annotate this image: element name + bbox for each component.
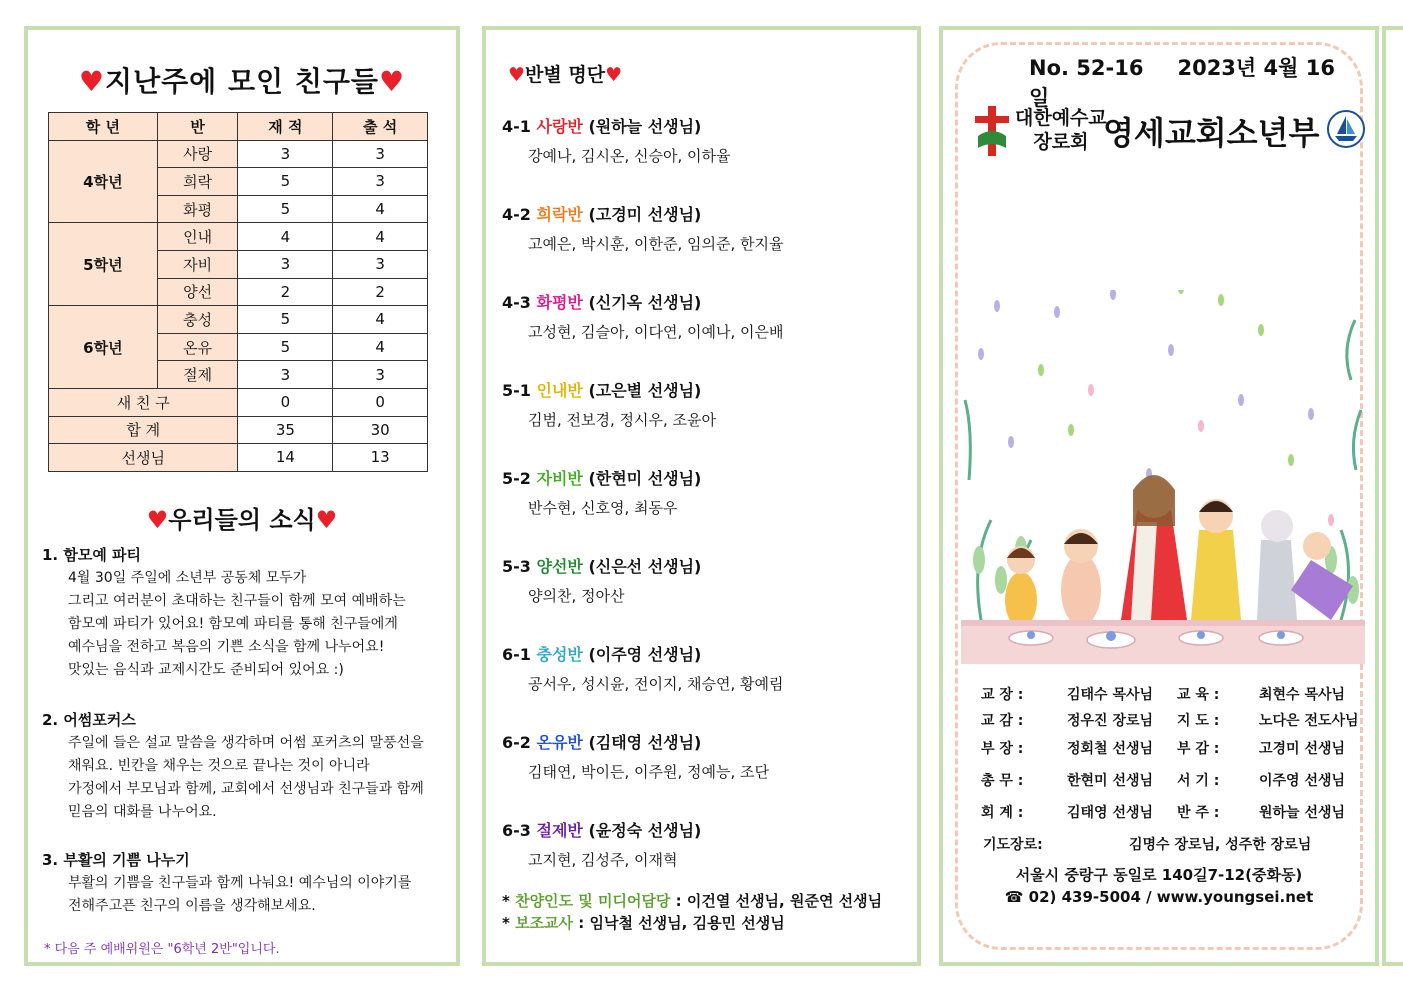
- cover-panel: [939, 26, 1379, 966]
- heart-icon: ♥: [378, 65, 406, 98]
- attended-cell: 13: [333, 444, 428, 472]
- staff-role: 지 도 :: [1177, 713, 1220, 729]
- staff-note: * 찬양인도 및 미디어담당 : 이건열 선생님, 원준연 선생님: [502, 892, 883, 910]
- staff-name: 원하늘 선생님: [1259, 805, 1346, 821]
- staff-name: 한현미 선생님: [1067, 773, 1154, 789]
- class-cell: 온유: [157, 333, 238, 361]
- table-header-row: [49, 113, 428, 141]
- class-entry: [502, 818, 701, 870]
- enrolled-cell: 5: [238, 195, 333, 223]
- enrolled-cell: 4: [238, 223, 333, 251]
- class-number: 5-1: [502, 381, 531, 400]
- staff-role: 서 기 :: [1177, 773, 1220, 789]
- total-label: 새 친 구: [49, 388, 238, 416]
- roster-title: ♥반별 명단♥: [508, 64, 623, 86]
- heart-icon: ♥: [315, 506, 338, 534]
- class-teacher: (고경미 선생님): [588, 205, 702, 224]
- news-line: 채워요. 빈칸을 채우는 것으로 끝나는 것이 아니라: [68, 758, 370, 774]
- news-line: 예수님을 전하고 복음의 기쁜 소식을 함께 나누어요!: [68, 639, 385, 655]
- class-name: 화평반: [536, 293, 583, 312]
- staff-role: 교 장 :: [981, 687, 1024, 703]
- class-roster-panel: [482, 26, 921, 966]
- class-entry: [502, 554, 701, 606]
- next-panel-edge: [1382, 26, 1403, 966]
- class-members: 양의찬, 정아산: [528, 587, 625, 605]
- attended-cell: 4: [333, 333, 428, 361]
- staff-name: 이주영 선생님: [1259, 773, 1346, 789]
- class-members: 김태연, 박이든, 이주원, 정예능, 조단: [528, 763, 770, 781]
- enrolled-cell: 5: [238, 333, 333, 361]
- news-line: 주일에 들은 설교 말씀을 생각하며 어썸 포커츠의 말풍선을: [68, 735, 424, 751]
- staff-role: 반 주 :: [1177, 805, 1220, 821]
- news-item: [42, 544, 442, 682]
- grade-cell: 5학년: [49, 223, 158, 306]
- staff-note: * 보조교사 : 임낙철 선생님, 김용민 선생님: [502, 914, 785, 932]
- column-header: 출 석: [333, 113, 428, 141]
- class-teacher: (김태영 선생님): [588, 733, 702, 752]
- class-entry: [502, 202, 784, 254]
- staff-role: 교 감 :: [981, 713, 1024, 729]
- class-cell: 사랑: [157, 140, 238, 168]
- grade-cell: 6학년: [49, 306, 158, 389]
- class-heading: [502, 730, 769, 753]
- staff-name: 최현수 목사님: [1259, 687, 1346, 703]
- note-text: : 이건열 선생님, 원준연 선생님: [670, 892, 883, 910]
- staff-row: [981, 802, 1361, 824]
- staff-role: 부 장 :: [981, 741, 1024, 757]
- attendance-title: ♥지난주에 모인 친구들♥: [78, 65, 406, 98]
- column-header: 학 년: [49, 113, 158, 141]
- class-members: 공서우, 성시윤, 전이지, 채승연, 황예림: [528, 675, 784, 693]
- attended-cell: 4: [333, 223, 428, 251]
- table-row: [49, 306, 428, 334]
- class-name: 온유반: [536, 733, 583, 752]
- prayer-elders: 기도장로: 김명수 장로님, 성주한 장로님: [983, 837, 1312, 853]
- class-heading: [502, 114, 731, 137]
- column-header: 재 적: [238, 113, 333, 141]
- news-item: [42, 709, 442, 824]
- class-heading: [502, 378, 716, 401]
- class-members: 김범, 전보경, 정시우, 조윤아: [528, 411, 716, 429]
- staff-name: 고경미 선생님: [1259, 741, 1346, 757]
- issue-date: 2023년 4월 16일: [1029, 56, 1335, 110]
- attendance-panel: [24, 26, 460, 966]
- total-label: 합 계: [49, 416, 238, 444]
- class-name: 희락반: [536, 205, 583, 224]
- class-members: 강예나, 김시온, 신승아, 이하율: [528, 147, 731, 165]
- class-number: 4-3: [502, 293, 531, 312]
- ship-logo-icon: [1327, 110, 1365, 148]
- total-row: [49, 416, 428, 444]
- news-line: 믿음의 대화를 나누어요.: [68, 804, 217, 820]
- news-line: 맛있는 음식과 교제시간도 준비되어 있어요 :): [68, 662, 344, 678]
- note-text: : 임낙철 선생님, 김용민 선생님: [573, 914, 785, 932]
- attended-cell: 3: [333, 250, 428, 278]
- class-members: 고지현, 김성주, 이재혁: [528, 851, 678, 869]
- class-cell: 인내: [157, 223, 238, 251]
- attended-cell: 30: [333, 416, 428, 444]
- attended-cell: 2: [333, 278, 428, 306]
- staff-row: [981, 684, 1361, 706]
- staff-name: 정우진 장로님: [1067, 713, 1154, 729]
- staff-name: 정회철 선생님: [1067, 741, 1154, 757]
- total-row: [49, 388, 428, 416]
- staff-name: 노다은 전도사님: [1259, 713, 1359, 729]
- attended-cell: 4: [333, 195, 428, 223]
- church-name: 영세교회소년부: [1103, 114, 1320, 152]
- class-cell: 희락: [157, 168, 238, 196]
- class-heading: [502, 642, 784, 665]
- news-title: ♥우리들의 소식♥: [146, 506, 338, 534]
- class-name: 충성반: [536, 645, 583, 664]
- news-heading: 2. 어썸포커스: [42, 711, 136, 729]
- column-header: 반: [157, 113, 238, 141]
- next-week-note: * 다음 주 예배위원은 "6학년 2반"입니다.: [44, 942, 280, 957]
- class-heading: [502, 202, 784, 225]
- table-row: [49, 140, 428, 168]
- class-number: 4-1: [502, 117, 531, 136]
- news-line: 부활의 기쁨을 친구들과 함께 나눠요! 예수님의 이야기를: [68, 875, 412, 891]
- class-cell: 양선: [157, 278, 238, 306]
- table-row: [49, 223, 428, 251]
- news-line: 그리고 여러분이 초대하는 친구들이 함께 모여 예배하는: [68, 593, 406, 609]
- class-heading: [502, 290, 784, 313]
- news-line: 4월 30일 주일에 소년부 공동체 모두가: [68, 570, 307, 586]
- note-label: 보조교사: [515, 914, 574, 932]
- class-cell: 자비: [157, 250, 238, 278]
- class-cell: 충성: [157, 306, 238, 334]
- class-name: 자비반: [536, 469, 583, 488]
- class-teacher: (한현미 선생님): [588, 469, 702, 488]
- staff-role: 교 육 :: [1177, 687, 1220, 703]
- attended-cell: 3: [333, 361, 428, 389]
- heart-icon: ♥: [605, 64, 623, 86]
- enrolled-cell: 2: [238, 278, 333, 306]
- denomination: 대한예수교 장로회: [1015, 107, 1107, 153]
- grade-cell: 4학년: [49, 140, 158, 223]
- address-line: 서울시 중랑구 동일로 140길7-12(중화동): [1015, 866, 1303, 884]
- class-teacher: (신기옥 선생님): [588, 293, 702, 312]
- class-teacher: (윤정숙 선생님): [588, 821, 702, 840]
- class-cell: 화평: [157, 195, 238, 223]
- class-members: 고예은, 박시훈, 이한준, 임의준, 한지율: [528, 235, 784, 253]
- heart-icon: ♥: [508, 64, 526, 86]
- class-heading: [502, 554, 701, 577]
- staff-row: [981, 710, 1361, 732]
- total-label: 선생님: [49, 444, 238, 472]
- staff-name: 김태수 목사님: [1067, 687, 1154, 703]
- attended-cell: 3: [333, 168, 428, 196]
- class-teacher: (이주영 선생님): [588, 645, 702, 664]
- illustration-last-supper: [961, 290, 1365, 664]
- class-entry: [502, 290, 784, 342]
- news-item: [42, 849, 442, 918]
- news-line: 전해주고픈 친구의 이름을 생각해보세요.: [68, 898, 316, 914]
- class-name: 절제반: [536, 821, 583, 840]
- class-name: 인내반: [536, 381, 583, 400]
- class-number: 5-3: [502, 557, 531, 576]
- enrolled-cell: 3: [238, 250, 333, 278]
- class-number: 6-1: [502, 645, 531, 664]
- class-number: 4-2: [502, 205, 531, 224]
- enrolled-cell: 35: [238, 416, 333, 444]
- note-label: 찬양인도 및 미디어담당: [515, 892, 671, 910]
- news-line: 함모예 파티가 있어요! 함모예 파티를 통해 친구들에게: [68, 616, 398, 632]
- heart-icon: ♥: [146, 506, 169, 534]
- class-teacher: (원하늘 선생님): [588, 117, 702, 136]
- class-number: 5-2: [502, 469, 531, 488]
- enrolled-cell: 3: [238, 361, 333, 389]
- class-cell: 절제: [157, 361, 238, 389]
- class-name: 사랑반: [536, 117, 583, 136]
- issue-line: [1029, 52, 1375, 112]
- staff-notes: [502, 890, 882, 934]
- enrolled-cell: 3: [238, 140, 333, 168]
- staff-name: 김태영 선생님: [1067, 805, 1154, 821]
- class-members: 반수현, 신호영, 최동우: [528, 499, 678, 517]
- class-number: 6-3: [502, 821, 531, 840]
- class-entry: [502, 378, 716, 430]
- class-name: 양선반: [536, 557, 583, 576]
- enrolled-cell: 0: [238, 388, 333, 416]
- class-heading: [502, 466, 701, 489]
- staff-row: [981, 738, 1361, 760]
- staff-role: 부 감 :: [1177, 741, 1220, 757]
- contact-line: ☎ 02) 439-5004 / www.youngsei.net: [1004, 888, 1314, 906]
- issue-number: No. 52-16: [1029, 56, 1144, 80]
- class-heading: [502, 818, 701, 841]
- enrolled-cell: 14: [238, 444, 333, 472]
- attended-cell: 3: [333, 140, 428, 168]
- staff-role: 총 무 :: [981, 773, 1024, 789]
- attended-cell: 0: [333, 388, 428, 416]
- news-heading: 1. 함모예 파티: [42, 546, 142, 564]
- news-line: 가정에서 부모님과 함께, 교회에서 선생님과 친구들과 함께: [68, 781, 424, 797]
- total-row: [49, 444, 428, 472]
- staff-role: 회 계 :: [981, 805, 1024, 821]
- cross-icon: [975, 106, 1009, 156]
- heart-icon: ♥: [78, 65, 106, 98]
- class-members: 고성현, 김슬아, 이다연, 이예나, 이은배: [528, 323, 784, 341]
- class-entry: [502, 642, 784, 694]
- class-entry: [502, 730, 769, 782]
- enrolled-cell: 5: [238, 306, 333, 334]
- staff-row: [981, 770, 1361, 792]
- class-teacher: (신은선 선생님): [588, 557, 702, 576]
- enrolled-cell: 5: [238, 168, 333, 196]
- attended-cell: 4: [333, 306, 428, 334]
- class-entry: [502, 114, 731, 166]
- class-teacher: (고은별 선생님): [588, 381, 702, 400]
- church-address: [943, 864, 1375, 908]
- attendance-table: [48, 112, 428, 472]
- class-number: 6-2: [502, 733, 531, 752]
- class-entry: [502, 466, 701, 518]
- news-heading: 3. 부활의 기쁨 나누기: [42, 851, 190, 869]
